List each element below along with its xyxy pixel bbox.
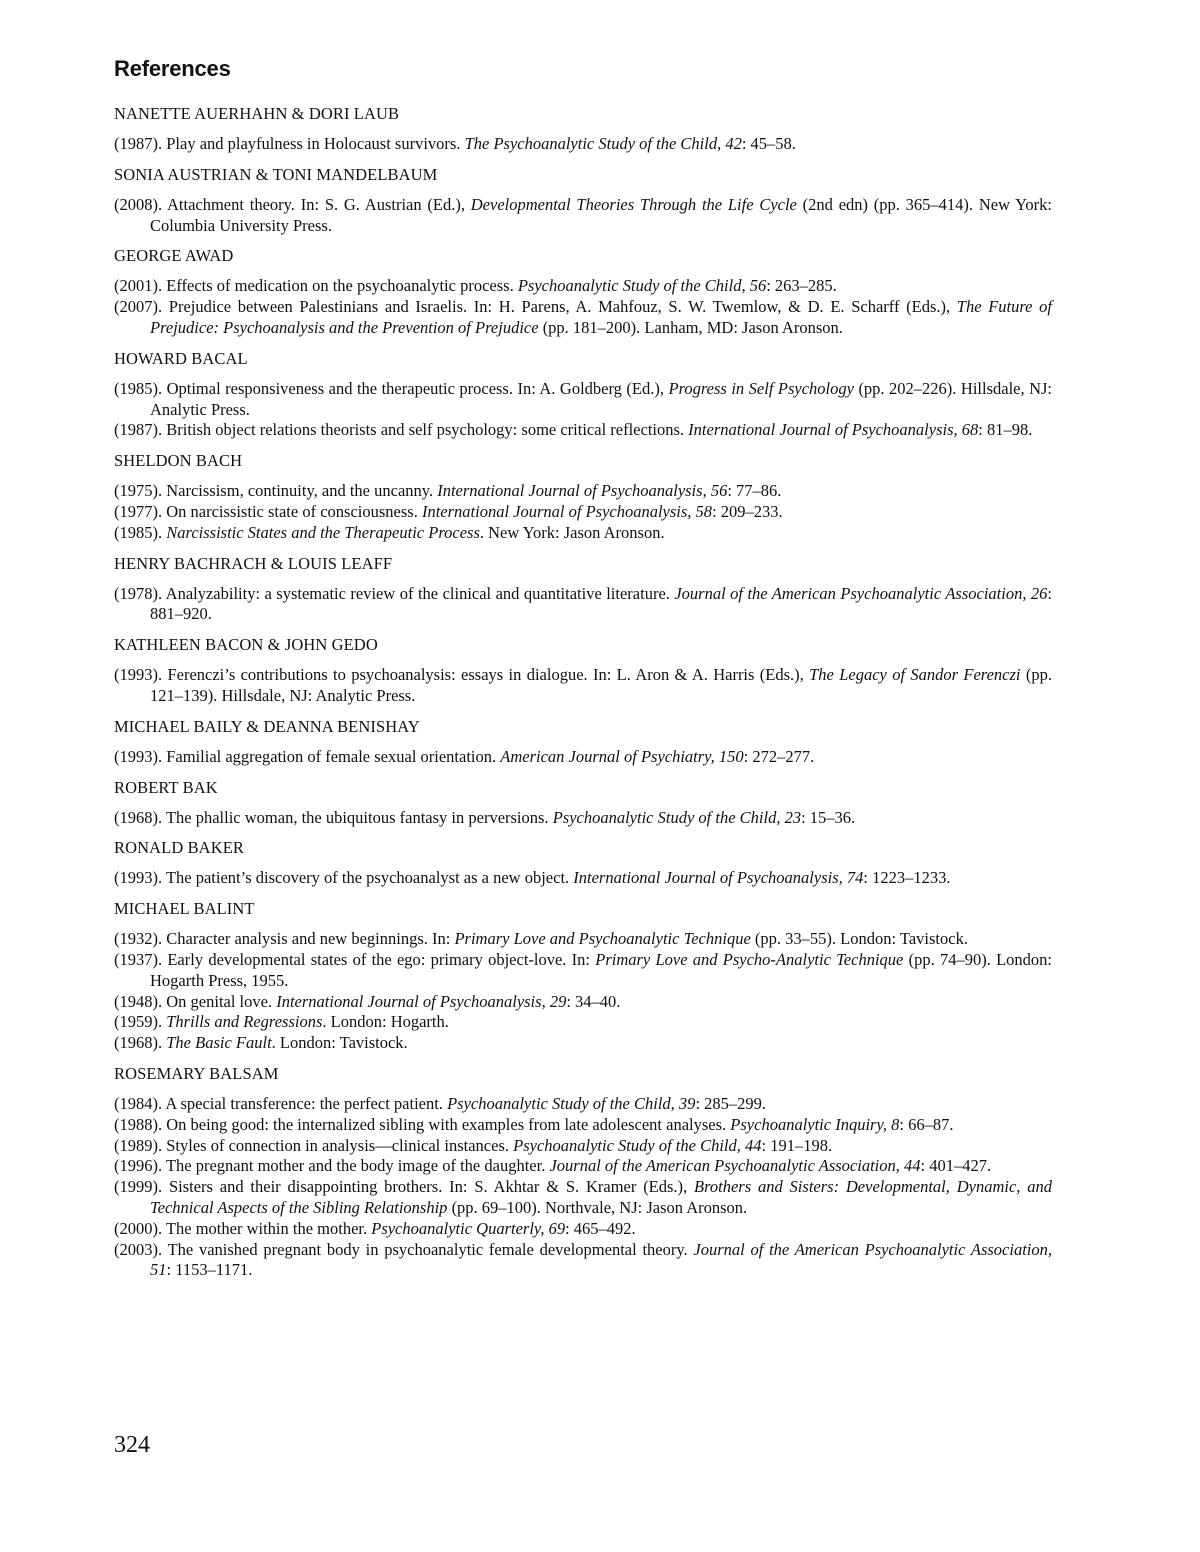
reference-title: The Future of Prejudice: Psychoanalysis and the Prevention of Prejudice: [150, 297, 1052, 337]
reference-details: : 272–277.: [743, 746, 815, 766]
reference-title: Developmental Theories Through the Life Cycle: [470, 194, 797, 214]
reference-title: Progress in Self Psychology: [668, 378, 854, 398]
reference-text: (1932). Character analysis and new beginnings. In:: [114, 929, 455, 949]
reference-details: . London: Tavistock.: [271, 1033, 408, 1053]
reference-entry: [114, 1219, 1052, 1240]
reference-entry: [114, 950, 1052, 992]
reference-title: Journal of the American Psychoanalytic Association, 26: [674, 583, 1048, 603]
author-name: ROBERT BAK: [114, 777, 218, 797]
reference-title: Psychoanalytic Study of the Child, 44: [513, 1135, 762, 1155]
reference-entries: [114, 665, 1052, 707]
reference-entry: [114, 1177, 1052, 1219]
author-group: [114, 165, 1052, 237]
reference-details: : 1153–1171.: [166, 1260, 253, 1280]
reference-entries: [114, 379, 1052, 441]
reference-text: (1996). The pregnant mother and the body image of the daughter.: [114, 1156, 550, 1176]
references-page: [114, 56, 1052, 1291]
reference-entry: [114, 134, 1052, 155]
author-group: [114, 778, 1052, 829]
reference-details: : 45–58.: [741, 134, 796, 153]
reference-details: (pp. 181–200). Lanham, MD: Jason Aronson.: [538, 317, 843, 337]
reference-entry: [114, 420, 1052, 441]
reference-entries: [114, 747, 1052, 768]
reference-details: (pp. 69–100). Northvale, NJ: Jason Aronson.: [447, 1197, 748, 1217]
reference-text: (1977). On narcissistic state of consciousness.: [114, 501, 422, 521]
reference-title: Psychoanalytic Study of the Child, 56: [517, 276, 767, 296]
reference-details: (pp. 74–90). London: Hogarth Press, 1955.: [150, 949, 1052, 990]
reference-entry: [114, 868, 1052, 889]
reference-title: International Journal of Psychoanalysis, 74: [573, 868, 864, 888]
author-group: [114, 838, 1052, 889]
reference-details: (pp. 202–226). Hillsdale, NJ: Analytic Press.: [150, 378, 1053, 419]
reference-title: International Journal of Psychoanalysis, 29: [276, 991, 567, 1011]
reference-details: : 81–98.: [978, 420, 1033, 440]
reference-entry: [114, 1094, 1052, 1115]
reference-details: : 401–427.: [920, 1156, 992, 1176]
author-name: HENRY BACHRACH & LOUIS LEAFF: [114, 553, 393, 573]
reference-details: . New York: Jason Aronson.: [479, 522, 665, 542]
page-title: References: [114, 56, 231, 81]
reference-text: (1993). Familial aggregation of female sexual orientation.: [114, 746, 501, 766]
reference-title: Psychoanalytic Inquiry, 8: [730, 1114, 900, 1134]
author-group: [114, 104, 1052, 155]
reference-entries: [114, 276, 1052, 338]
reference-entries: [114, 134, 1052, 155]
reference-details: : 285–299.: [695, 1093, 767, 1113]
reference-details: : 1223–1233.: [863, 868, 951, 888]
author-group: [114, 246, 1052, 338]
reference-entries: [114, 195, 1052, 237]
author-group: [114, 717, 1052, 768]
reference-title: The Legacy of Sandor Ferenczi: [809, 665, 1021, 685]
reference-title: Brothers and Sisters: Developmental, Dynamic, and Technical Aspects of the Sibling Relationship: [150, 1177, 1052, 1217]
reference-title: The Basic Fault: [166, 1033, 272, 1053]
reference-entries: [114, 929, 1052, 1054]
reference-title: Psychoanalytic Study of the Child, 39: [447, 1093, 696, 1113]
author-name: SHELDON BACH: [114, 451, 243, 471]
reference-text: (1948). On genital love.: [114, 991, 277, 1011]
reference-details: : 34–40.: [566, 991, 621, 1011]
reference-entry: [114, 523, 1052, 544]
author-group: [114, 349, 1052, 441]
reference-title: American Journal of Psychiatry, 150: [500, 746, 744, 766]
reference-details: : 15–36.: [801, 807, 856, 827]
reference-text: (1968). The phallic woman, the ubiquitous fantasy in perversions.: [114, 807, 553, 827]
reference-entry: [114, 1033, 1052, 1054]
reference-title: International Journal of Psychoanalysis, 68: [688, 420, 979, 440]
author-name: MICHAEL BALINT: [114, 899, 255, 919]
author-group: [114, 554, 1052, 626]
author-name: RONALD BAKER: [114, 838, 244, 858]
reference-list: [114, 104, 1052, 1281]
author-name: GEORGE AWAD: [114, 246, 234, 266]
reference-text: (1985).: [114, 522, 167, 542]
author-group: [114, 899, 1052, 1054]
author-name: SONIA AUSTRIAN & TONI MANDELBAUM: [114, 164, 438, 184]
reference-text: (1975). Narcissism, continuity, and the uncanny.: [114, 481, 438, 501]
reference-details: : 66–87.: [899, 1114, 954, 1134]
reference-entry: [114, 481, 1052, 502]
reference-entry: [114, 1012, 1052, 1033]
reference-text: (1985). Optimal responsiveness and the therapeutic process. In: A. Goldberg (Ed.),: [114, 378, 669, 398]
reference-text: (2008). Attachment theory. In: S. G. Austrian (Ed.),: [114, 194, 471, 214]
reference-details: : 209–233.: [712, 501, 783, 521]
reference-text: (1984). A special transference: the perfect patient.: [114, 1093, 448, 1113]
author-group: [114, 451, 1052, 543]
reference-text: (2003). The vanished pregnant body in psychoanalytic female developmental theory.: [114, 1239, 694, 1259]
reference-text: (1937). Early developmental states of the ego: primary object-love. In:: [114, 949, 596, 969]
reference-text: (1987). British object relations theorists and self psychology: some critical reflections.: [114, 420, 689, 440]
reference-title: Psychoanalytic Study of the Child, 23: [552, 807, 802, 827]
reference-details: (2nd edn) (pp. 365–414). New York: Columbia University Press.: [150, 194, 1052, 235]
reference-entries: [114, 868, 1052, 889]
reference-text: (1987). Play and playfulness in Holocaust survivors.: [114, 134, 465, 153]
reference-text: (1959).: [114, 1012, 167, 1032]
reference-title: The Psychoanalytic Study of the Child, 42: [464, 134, 742, 153]
reference-entry: [114, 1115, 1052, 1136]
reference-entry: [114, 1156, 1052, 1177]
reference-entries: [114, 1094, 1052, 1281]
reference-title: Primary Love and Psycho-Analytic Technique: [595, 949, 904, 969]
reference-entries: [114, 584, 1052, 626]
author-group: [114, 635, 1052, 707]
reference-details: : 465–492.: [565, 1218, 636, 1238]
author-name: ROSEMARY BALSAM: [114, 1063, 279, 1083]
author-group: [114, 1064, 1052, 1281]
reference-entries: [114, 481, 1052, 543]
reference-text: (2007). Prejudice between Palestinians and Israelis. In: H. Parens, A. Mahfouz, S. W. Twemlow, & D. E. Scharff (Eds.),: [114, 297, 957, 317]
reference-entry: [114, 379, 1052, 421]
reference-text: (1978). Analyzability: a systematic review of the clinical and quantitative literature.: [114, 583, 675, 603]
author-name: MICHAEL BAILY & DEANNA BENISHAY: [114, 716, 420, 736]
reference-text: (1968).: [114, 1033, 167, 1053]
reference-title: Psychoanalytic Quarterly, 69: [371, 1218, 566, 1238]
reference-entry: [114, 276, 1052, 297]
reference-entry: [114, 929, 1052, 950]
reference-text: (1988). On being good: the internalized sibling with examples from late adolescent analyses.: [114, 1114, 731, 1134]
reference-title: Journal of the American Psychoanalytic Association, 44: [549, 1156, 921, 1176]
reference-title: Primary Love and Psychoanalytic Technique: [454, 929, 751, 949]
author-name: NANETTE AUERHAHN & DORI LAUB: [114, 104, 400, 123]
reference-title: Narcissistic States and the Therapeutic Process: [166, 522, 480, 542]
reference-entry: [114, 808, 1052, 829]
reference-details: : 77–86.: [727, 481, 782, 501]
reference-details: : 263–285.: [766, 276, 837, 296]
reference-text: (1999). Sisters and their disappointing brothers. In: S. Akhtar & S. Kramer (Eds.),: [114, 1177, 695, 1197]
reference-entry: [114, 1240, 1052, 1282]
reference-entries: [114, 808, 1052, 829]
reference-entry: [114, 502, 1052, 523]
reference-title: International Journal of Psychoanalysis, 58: [421, 501, 713, 521]
reference-entry: [114, 195, 1052, 237]
author-name: KATHLEEN BACON & JOHN GEDO: [114, 635, 378, 655]
page-number: 324: [114, 1432, 150, 1458]
reference-title: Thrills and Regressions: [166, 1012, 323, 1032]
reference-details: (pp. 121–139). Hillsdale, NJ: Analytic Press.: [150, 665, 1052, 705]
reference-entry: [114, 665, 1052, 707]
reference-entry: [114, 1136, 1052, 1157]
reference-title: International Journal of Psychoanalysis, 56: [437, 481, 728, 501]
reference-details: (pp. 33–55). London: Tavistock.: [750, 929, 968, 949]
author-name: HOWARD BACAL: [114, 348, 248, 368]
reference-details: : 191–198.: [761, 1135, 833, 1155]
reference-text: (2001). Effects of medication on the psychoanalytic process.: [114, 276, 518, 296]
reference-entry: [114, 747, 1052, 768]
reference-entry: [114, 297, 1052, 339]
reference-text: (1993). The patient’s discovery of the psychoanalyst as a new object.: [114, 868, 574, 888]
reference-title: Journal of the American Psychoanalytic Association, 51: [150, 1239, 1052, 1280]
reference-text: (1989). Styles of connection in analysis—clinical instances.: [114, 1135, 514, 1155]
reference-entry: [114, 992, 1052, 1013]
reference-details: : 881–920.: [150, 583, 1052, 624]
reference-text: (1993). Ferenczi’s contributions to psychoanalysis: essays in dialogue. In: L. Aron & A. Harris (Eds.),: [114, 665, 810, 685]
reference-details: . London: Hogarth.: [322, 1012, 449, 1032]
reference-text: (2000). The mother within the mother.: [114, 1218, 372, 1238]
reference-entry: [114, 584, 1052, 626]
